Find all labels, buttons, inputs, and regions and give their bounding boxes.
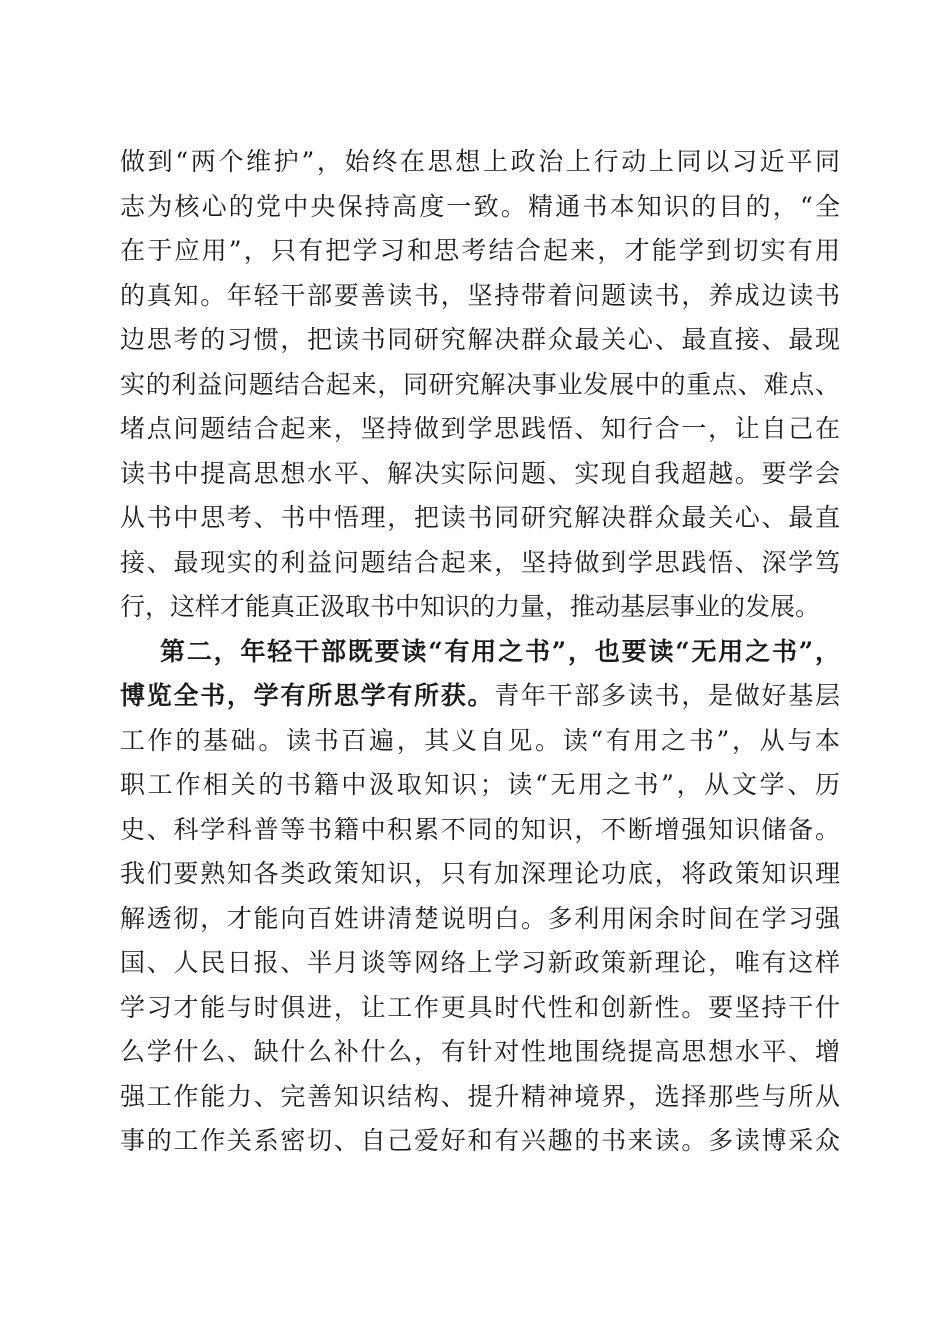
paragraph-heading-line: 第二，年轻干部既要读“有用之书”，也要读“无用之书”，: [160, 636, 840, 666]
text-line: 做到“两个维护”，始终在思想上政治上行动上同以习近平同: [120, 147, 840, 176]
text-line: 事的工作关系密切、自己爱好和有兴趣的书来读。多读博采众: [120, 1126, 840, 1155]
text-line: 边思考的习惯，把读书同研究解决群众最关心、最直接、最现: [120, 325, 840, 354]
text-line: 我们要熟知各类政策知识，只有加深理论功底，将政策知识理: [120, 859, 840, 888]
paragraph-text-rest: 青年干部多读书，是做好基层: [494, 681, 840, 710]
text-line: 堵点问题结合起来，坚持做到学思践悟、知行合一，让自己在: [120, 414, 840, 443]
paragraph-heading-tail: 博览全书，学有所思学有所获。: [120, 681, 495, 710]
text-line: 实的利益问题结合起来，同研究解决事业发展中的重点、难点、: [120, 369, 840, 399]
text-line: 在于应用”，只有把学习和思考结合起来，才能学到切实有用: [120, 236, 840, 265]
paragraph-heading-line-mixed: [120, 674, 840, 719]
text-line: 从书中思考、书中悟理，把读书同研究解决群众最关心、最直: [120, 503, 840, 532]
text-line: 史、科学科普等书籍中积累不同的知识，不断增强知识储备。: [120, 814, 840, 844]
body-text: [120, 140, 840, 1164]
text-line: 么学什么、缺什么补什么，有针对性地围绕提高思想水平、增: [120, 1037, 840, 1066]
text-line: 行，这样才能真正汲取书中知识的力量，推动基层事业的发展。: [120, 592, 821, 621]
text-line: 职工作相关的书籍中汲取知识；读“无用之书”，从文学、历: [120, 770, 840, 799]
text-line: 的真知。年轻干部要善读书，坚持带着问题读书，养成边读书: [120, 280, 840, 310]
text-line: 读书中提高思想水平、解决实际问题、实现自我超越。要学会: [120, 458, 840, 488]
text-line: 接、最现实的利益问题结合起来，坚持做到学思践悟、深学笃: [120, 547, 840, 577]
text-line: 工作的基础。读书百遍，其义自见。读“有用之书”，从与本: [120, 725, 840, 755]
text-line: 志为核心的党中央保持高度一致。精通书本知识的目的，“全: [120, 191, 840, 221]
text-line: 强工作能力、完善知识结构、提升精神境界，选择那些与所从: [120, 1081, 840, 1111]
text-line: 学习才能与时俱进，让工作更具时代性和创新性。要坚持干什: [120, 992, 840, 1022]
text-line: 国、人民日报、半月谈等网络上学习新政策新理论，唯有这样: [120, 948, 840, 977]
text-line: 解透彻，才能向百姓讲清楚说明白。多利用闲余时间在学习强: [120, 903, 840, 933]
